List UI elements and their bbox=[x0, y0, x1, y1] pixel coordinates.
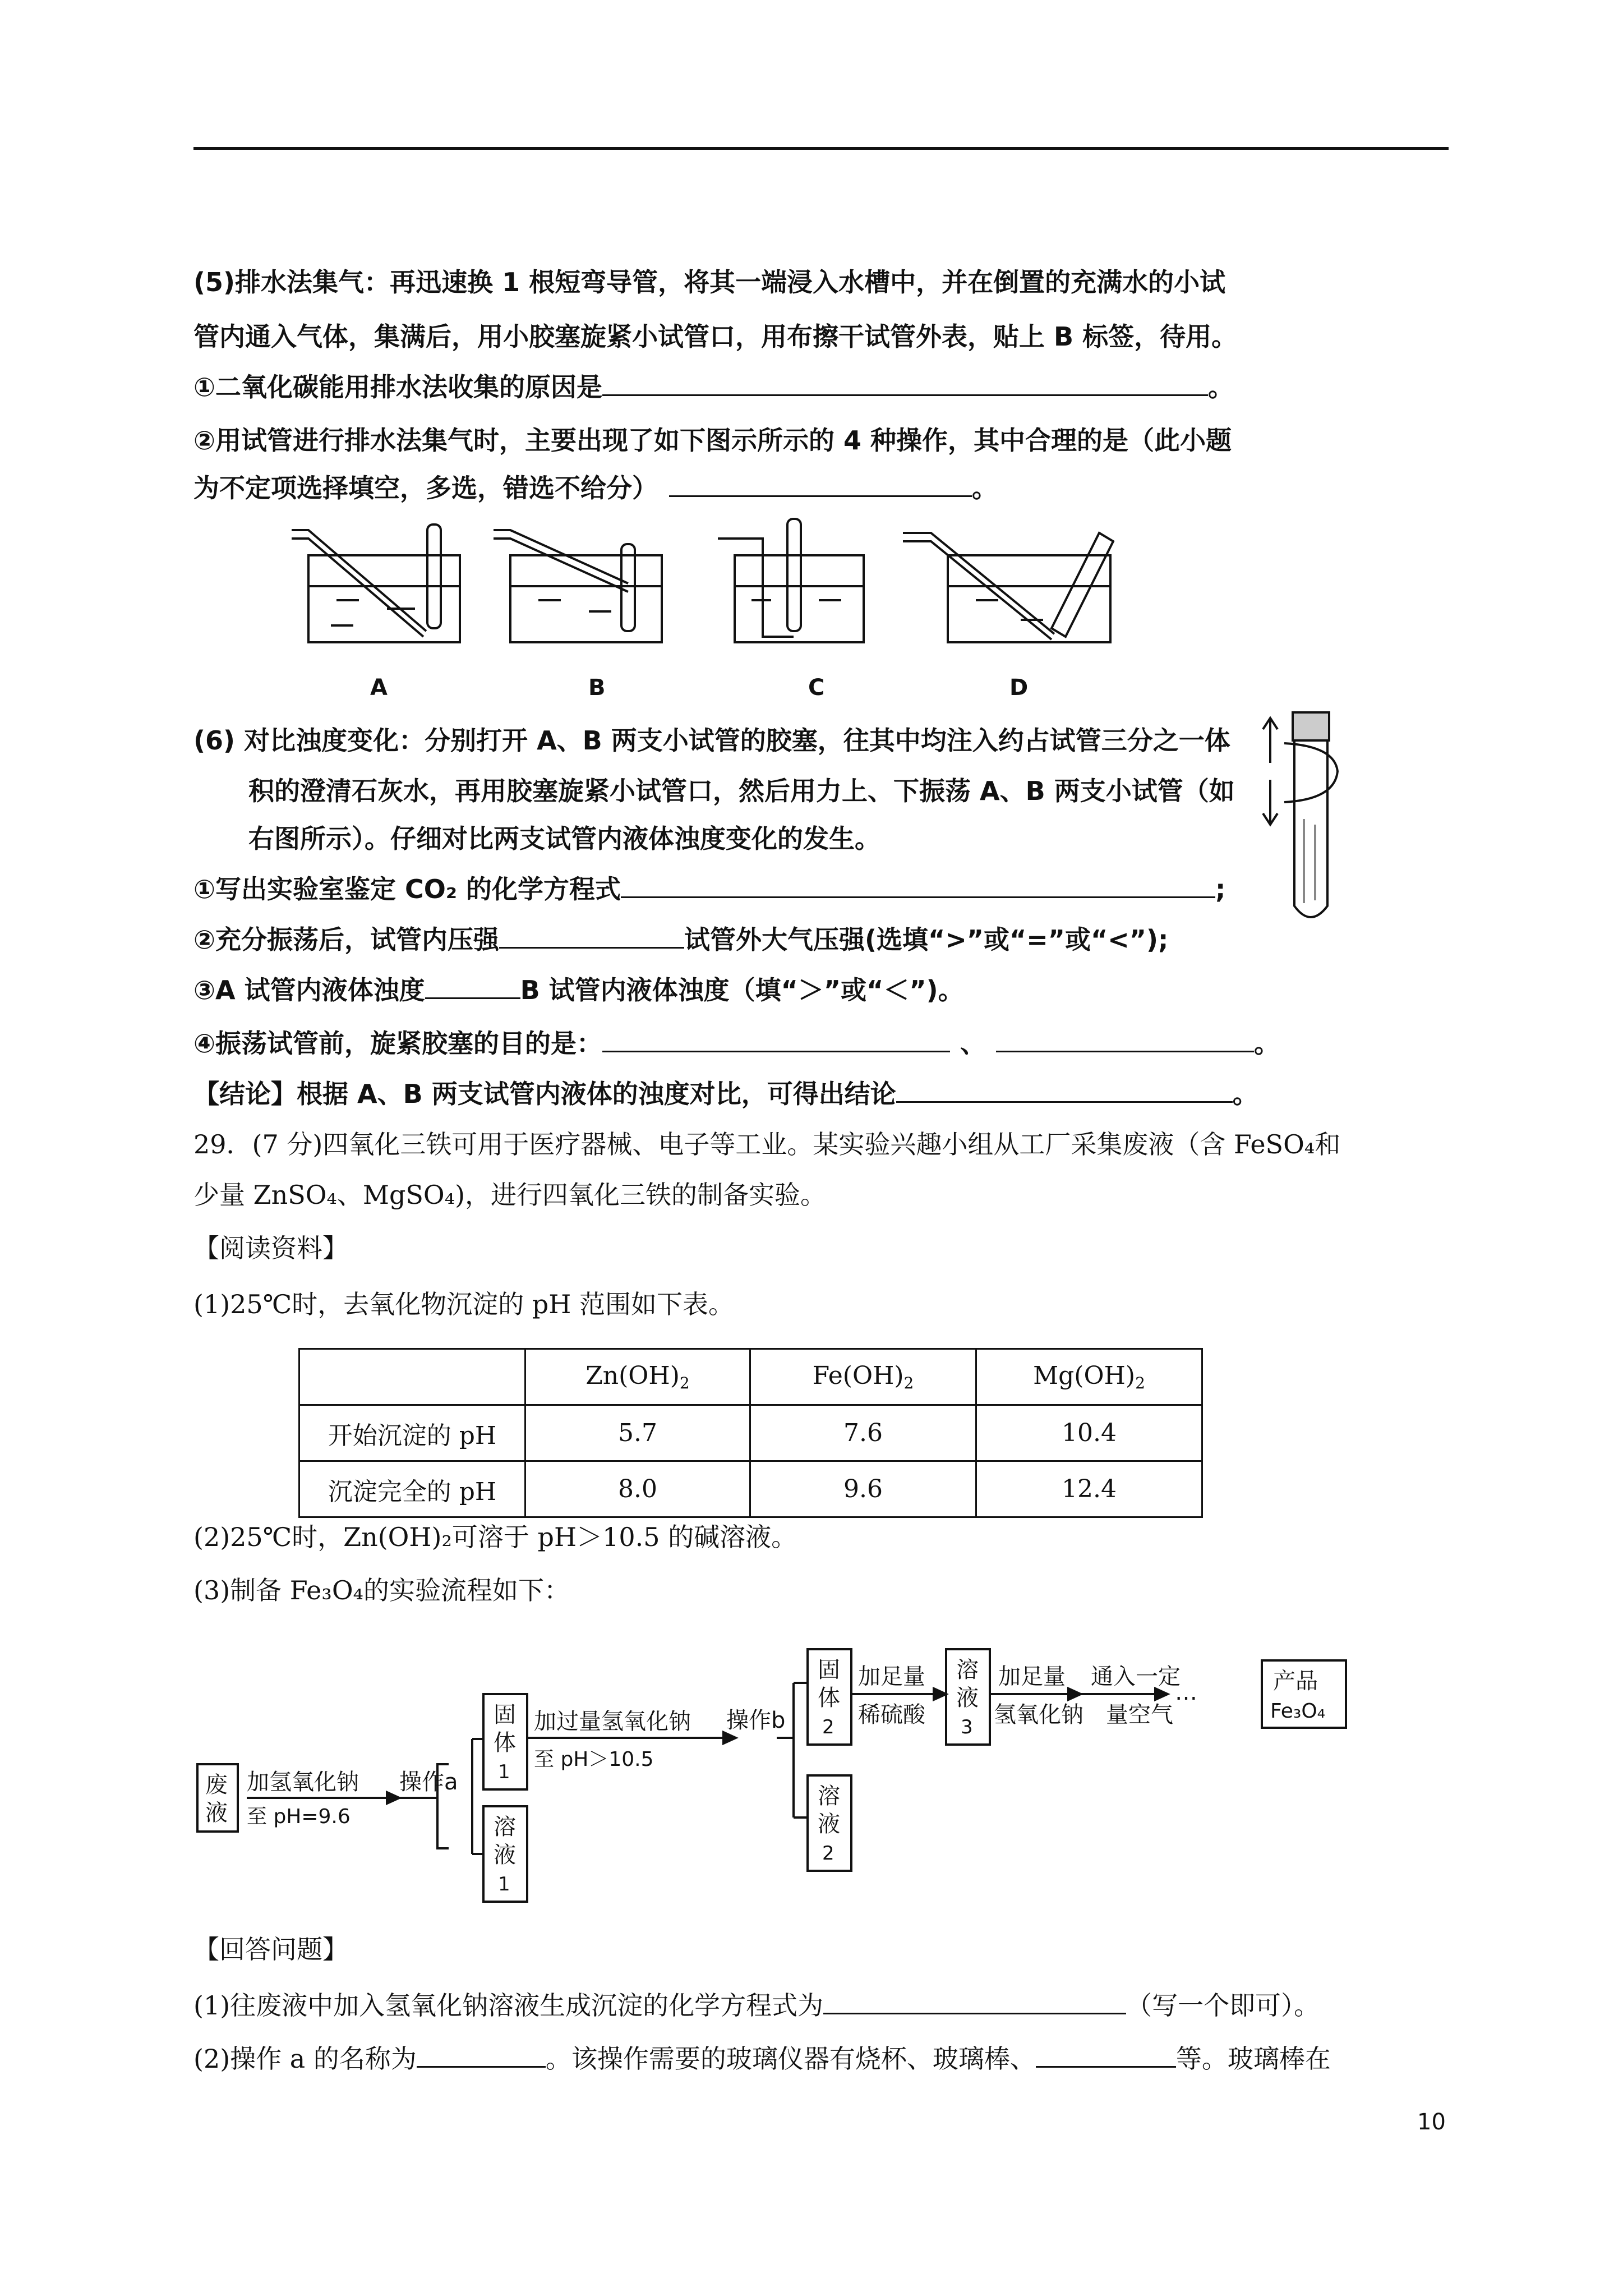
table-cell: 5.7 bbox=[525, 1405, 750, 1461]
flow-op-b: 操作b bbox=[726, 1708, 786, 1733]
table-cell: 9.6 bbox=[750, 1461, 976, 1517]
q29-line2: 少量 ZnSO₄、MgSO₄)，进行四氧化三铁的制备实验。 bbox=[193, 1180, 827, 1210]
q6-line3: 右图所示）。仔细对比两支试管内液体浊度变化的发生。 bbox=[248, 823, 880, 854]
q5-line1: (5)排水法集气：再迅速换 1 根短弯导管，将其一端浸入水槽中，并在倒置的充满水的小试 bbox=[193, 267, 1226, 297]
flow-liquid1: 液 bbox=[494, 1842, 516, 1868]
page-number: 10 bbox=[1417, 2109, 1446, 2135]
q29-reading-heading: 【阅读资料】 bbox=[193, 1233, 348, 1263]
flow-product: Fe₃O₄ bbox=[1270, 1700, 1326, 1723]
table-row bbox=[299, 1405, 1202, 1461]
table-header-cell: $Mg(OH)_2$ bbox=[976, 1349, 1202, 1405]
flow-liquid3: 液 bbox=[956, 1685, 979, 1711]
q29-r3: (3)制备 Fe₃O₄的实验流程如下： bbox=[193, 1575, 570, 1605]
flow-step5-top: 通入一定 bbox=[1091, 1664, 1181, 1690]
q6-line1: (6) 对比浊度变化：分别打开 A、B 两支小试管的胶塞，往其中均注入约占试管三分之一体 bbox=[193, 725, 1230, 756]
q29-a1: (1)往废液中加入氢氧化钠溶液生成沉淀的化学方程式为 （写一个即可）。 bbox=[193, 1990, 1320, 2021]
flow-solid1: 1 bbox=[498, 1761, 510, 1783]
figure-d bbox=[903, 533, 1113, 642]
flow-step4-top: 加足量 bbox=[998, 1664, 1066, 1690]
table-cell: 10.4 bbox=[976, 1405, 1202, 1461]
flow-liquid2: 液 bbox=[818, 1811, 840, 1837]
flow-waste: 液 bbox=[205, 1800, 228, 1826]
q29-answer-heading: 【回答问题】 bbox=[193, 1934, 348, 1964]
q5-line5: 为不定项选择填空，多选，错选不给分） 。 bbox=[193, 473, 998, 503]
q29-line1: 29．(7 分)四氧化三铁可用于医疗器械、电子等工业。某实验兴趣小组从工厂采集废液（含 FeSO₄和 bbox=[193, 1129, 1341, 1159]
q29-r1: (1)25℃时，去氧化物沉淀的 pH 范围如下表。 bbox=[193, 1289, 734, 1319]
table-header-cell: $Fe(OH)_2$ bbox=[750, 1349, 976, 1405]
q6-item4: ④振荡试管前，旋紧胶塞的目的是： 、 。 bbox=[193, 1028, 1280, 1059]
flow-solid1: 体 bbox=[494, 1730, 516, 1756]
q5-line2: 管内通入气体，集满后，用小胶塞旋紧小试管口，用布擦干试管外表，贴上 B 标签，待用。 bbox=[193, 321, 1238, 352]
answer-blank[interactable] bbox=[669, 473, 972, 497]
flow-step2-bottom: 至 pH＞10.5 bbox=[534, 1748, 654, 1771]
q5-line3: ①二氧化碳能用排水法收集的原因是 。 bbox=[193, 372, 1234, 402]
table-cell: 12.4 bbox=[976, 1461, 1202, 1517]
flow-liquid2: 溶 bbox=[818, 1783, 840, 1809]
q29-r2: (2)25℃时，Zn(OH)₂可溶于 pH＞10.5 的碱溶液。 bbox=[193, 1522, 797, 1552]
q6-item2: ②充分振荡后，试管内压强 试管外大气压强(选填“>”或“=”或“<”); bbox=[193, 924, 1169, 955]
flow-step4-bottom: 氢氧化钠 bbox=[994, 1702, 1083, 1728]
flow-solid2: 固 bbox=[818, 1657, 840, 1683]
answer-blank[interactable] bbox=[602, 372, 1208, 396]
answer-blank[interactable] bbox=[602, 1028, 950, 1052]
figure-label-a: A bbox=[370, 675, 388, 701]
answer-blank[interactable] bbox=[1036, 2044, 1176, 2068]
table-cell: 沉淀完全的 pH bbox=[299, 1461, 525, 1517]
flow-step5-bottom: 量空气 bbox=[1106, 1702, 1173, 1728]
figure-label-c: C bbox=[808, 675, 825, 701]
shaking-tube-figure bbox=[1251, 707, 1346, 931]
flow-liquid2: 2 bbox=[822, 1842, 834, 1865]
table-header-empty bbox=[299, 1349, 525, 1405]
q6-item1: ①写出实验室鉴定 CO₂ 的化学方程式 ; bbox=[193, 874, 1226, 904]
flow-step2-top: 加过量氢氧化钠 bbox=[534, 1709, 691, 1734]
flow-product: 产品 bbox=[1273, 1668, 1318, 1694]
answer-blank[interactable] bbox=[621, 874, 1215, 898]
answer-blank[interactable] bbox=[499, 924, 684, 949]
answer-blank[interactable] bbox=[823, 1990, 1126, 2014]
table-cell: 7.6 bbox=[750, 1405, 976, 1461]
q6-item3: ③A 试管内液体浊度 B 试管内液体浊度（填“＞”或“＜”)。 bbox=[193, 975, 964, 1005]
table-row bbox=[299, 1461, 1202, 1517]
answer-blank[interactable] bbox=[896, 1079, 1233, 1103]
flow-solid2: 2 bbox=[822, 1716, 834, 1738]
flow-liquid3: 溶 bbox=[956, 1657, 979, 1683]
q29-a2: (2)操作 a 的名称为 。该操作需要的玻璃仪器有烧杯、玻璃棒、 等。玻璃棒在 bbox=[193, 2044, 1331, 2074]
flow-ellipsis: … bbox=[1175, 1680, 1197, 1705]
figure-b bbox=[494, 530, 662, 642]
answer-blank[interactable] bbox=[417, 2044, 546, 2068]
flow-liquid3: 3 bbox=[961, 1716, 973, 1738]
flow-step3-bottom: 稀硫酸 bbox=[858, 1702, 925, 1728]
flow-op-a: 操作a bbox=[399, 1769, 458, 1795]
table-cell: 开始沉淀的 pH bbox=[299, 1405, 525, 1461]
answer-blank[interactable] bbox=[425, 975, 520, 999]
flow-solid2: 体 bbox=[818, 1685, 840, 1711]
flow-solid1: 固 bbox=[494, 1702, 516, 1728]
figure-label-b: B bbox=[588, 675, 606, 701]
flow-step1-top: 加氢氧化钠 bbox=[247, 1769, 359, 1795]
precipitation-ph-table bbox=[298, 1348, 1203, 1518]
table-header-row bbox=[299, 1349, 1202, 1405]
figure-c bbox=[718, 519, 864, 642]
flow-liquid1: 1 bbox=[498, 1873, 510, 1895]
fe3o4-flowchart bbox=[191, 1638, 1380, 1913]
table-cell: 8.0 bbox=[525, 1461, 750, 1517]
figure-a bbox=[292, 524, 460, 642]
flow-liquid1: 溶 bbox=[494, 1814, 516, 1840]
flow-step3-top: 加足量 bbox=[858, 1664, 925, 1690]
q5-line4: ②用试管进行排水法集气时，主要出现了如下图示所示的 4 种操作，其中合理的是（此小题 bbox=[193, 425, 1232, 455]
gas-collection-figures bbox=[280, 516, 1133, 656]
header-rule bbox=[193, 147, 1449, 150]
flow-waste: 废 bbox=[205, 1772, 228, 1798]
figure-label-d: D bbox=[1009, 675, 1029, 701]
flow-step1-bottom: 至 pH=9.6 bbox=[247, 1805, 351, 1828]
q6-conclusion: 【结论】根据 A、B 两支试管内液体的浊度对比，可得出结论 。 bbox=[193, 1079, 1258, 1109]
table-header-cell: $Zn(OH)_2$ bbox=[525, 1349, 750, 1405]
q6-line2: 积的澄清石灰水，再用胶塞旋紧小试管口，然后用力上、下振荡 A、B 两支小试管（如 bbox=[248, 776, 1235, 806]
answer-blank[interactable] bbox=[996, 1028, 1254, 1052]
